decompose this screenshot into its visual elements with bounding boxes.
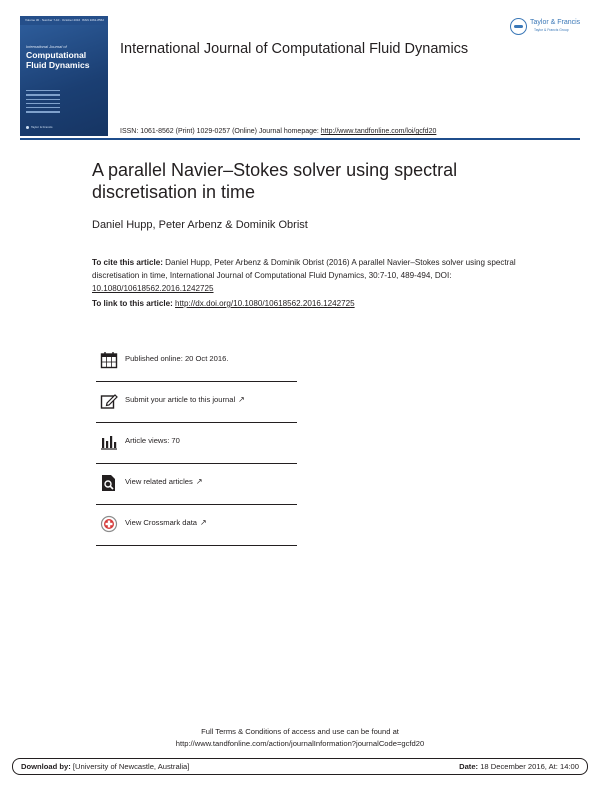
cover-title-line1: Computational <box>26 50 87 60</box>
download-label: Download by: <box>21 762 71 771</box>
download-date <box>459 762 579 771</box>
terms-footer <box>0 726 600 750</box>
crossmark-icon <box>100 515 118 533</box>
list-item-submit[interactable] <box>96 382 297 423</box>
citation-block <box>92 256 522 295</box>
logo-name: Taylor & Francis <box>530 19 581 26</box>
link-label: To link to this article: <box>92 299 176 308</box>
cover-publisher-logo-icon <box>26 126 29 129</box>
cover-publisher-text: Taylor & Francis <box>31 125 53 129</box>
external-link-icon: ↗ <box>195 477 203 486</box>
article-url-link[interactable]: http://dx.doi.org/10.1080/10618562.2016.1242725 <box>175 299 355 308</box>
date-label: Date: <box>459 762 479 771</box>
issn-text: ISSN: 1061-8562 (Print) 1029-0257 (Online) Journal homepage: <box>120 128 321 135</box>
cover-issue-text: Volume 30 · Number 7-10 · October 2016 <box>25 18 81 22</box>
journal-homepage-link[interactable]: http://www.tandfonline.com/loi/gcfd20 <box>320 128 437 135</box>
cover-issn-text: ISSN 1061-8562 <box>81 18 104 22</box>
citation-text: Daniel Hupp, Peter Arbenz & Dominik Obrist (2016) A parallel Navier–Stokes solver using spectral discretisation in time, International Journal of Computational Fluid Dynamics, 30:7-10, 489-494, DOI: <box>92 258 516 280</box>
download-by <box>21 762 189 771</box>
issn-line <box>120 128 436 135</box>
edit-icon <box>100 392 118 410</box>
article-views-text: Article views: 70 <box>125 436 180 445</box>
article-link-line <box>92 299 355 308</box>
journal-title: International Journal of Computational Fluid Dynamics <box>120 41 469 57</box>
doi-link[interactable]: 10.1080/10618562.2016.1242725 <box>92 284 214 293</box>
date-value: 18 December 2016, At: 14:00 <box>478 762 579 771</box>
list-item-crossmark[interactable] <box>96 505 297 546</box>
publisher-logo-icon <box>510 18 527 35</box>
download-info-bar <box>12 758 588 775</box>
bar-chart-icon <box>100 433 118 451</box>
calendar-icon <box>100 351 118 369</box>
cover-subtitle: International Journal of <box>26 44 67 49</box>
related-articles-link[interactable] <box>125 477 203 486</box>
external-link-icon: ↗ <box>238 395 245 404</box>
submit-article-text: Submit your article to this journal <box>125 395 236 404</box>
journal-cover-image <box>20 16 108 136</box>
search-document-icon <box>100 474 118 492</box>
terms-text: Full Terms & Conditions of access and use can be found at <box>201 727 399 736</box>
cover-decorative-lines <box>26 90 60 116</box>
article-title: A parallel Navier–Stokes solver using spectral discretisation in time <box>92 160 458 202</box>
cover-title <box>26 51 108 70</box>
external-link-icon: ↗ <box>200 518 207 527</box>
citation-label: To cite this article: <box>92 258 163 267</box>
article-authors: Daniel Hupp, Peter Arbenz & Dominik Obrist <box>92 219 308 231</box>
crossmark-text: View Crossmark data <box>125 518 198 527</box>
list-item-views <box>96 423 297 464</box>
crossmark-link[interactable] <box>125 518 207 527</box>
related-articles-text: View related articles <box>125 477 193 486</box>
header-divider <box>20 138 580 140</box>
published-date-text: Published online: 20 Oct 2016. <box>125 354 229 363</box>
logo-subtitle: Taylor & Francis Group <box>534 28 569 32</box>
cover-title-line2: Fluid Dynamics <box>26 59 90 70</box>
download-value: [University of Newcastle, Australia] <box>70 762 190 771</box>
article-info-list <box>96 341 297 546</box>
taylor-francis-logo[interactable] <box>510 17 580 37</box>
terms-url[interactable]: http://www.tandfonline.com/action/journalInformation?journalCode=gcfd20 <box>175 739 425 748</box>
list-item-related[interactable] <box>96 464 297 505</box>
list-item-published <box>96 341 297 382</box>
submit-article-link[interactable] <box>125 395 245 404</box>
